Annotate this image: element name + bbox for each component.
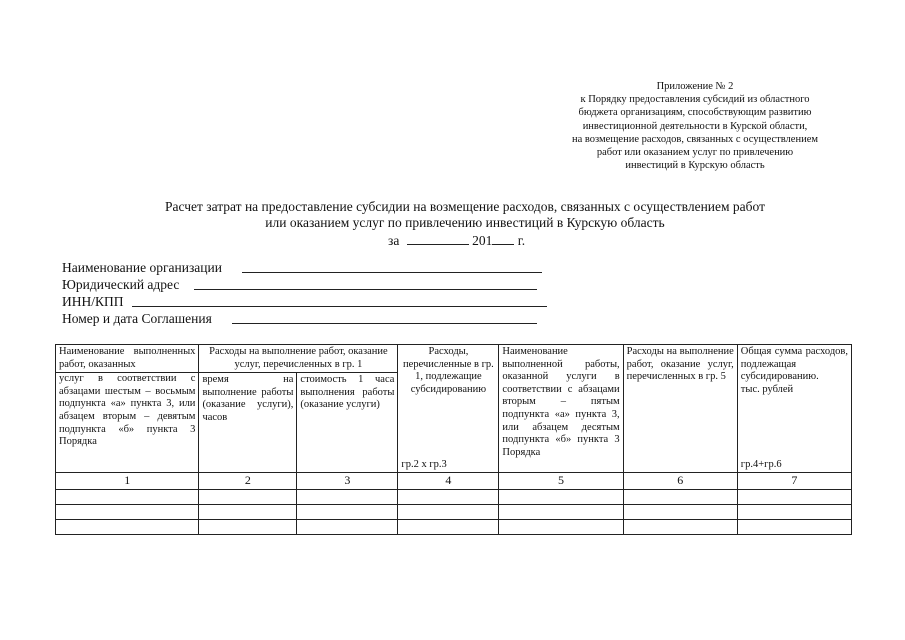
period-blank[interactable]	[407, 232, 469, 245]
table-cell[interactable]	[398, 505, 499, 520]
table-cell[interactable]	[56, 505, 199, 520]
appendix-line: на возмещение расходов, связанных с осуществлением	[571, 133, 819, 145]
title-line-1: Расчет затрат на предоставление субсидии на возмещение расходов, связанных с осуществлением работ	[164, 199, 766, 214]
col4-head	[398, 345, 499, 473]
appendix-line: работ или оказанием услуг по привлечению	[596, 147, 794, 159]
table-row	[56, 490, 852, 505]
col4-text: Расходы, перечисленные в гр. 1, подлежащие субсидированию	[403, 346, 494, 395]
table-cell[interactable]	[199, 520, 297, 535]
col6-head: Расходы на выполнение работ, оказание услуг, перечисленных в гр. 5	[623, 345, 737, 473]
field-label: ИНН/КПП	[62, 294, 124, 309]
col-number: 4	[398, 473, 499, 490]
col-number: 6	[623, 473, 737, 490]
table-cell[interactable]	[199, 490, 297, 505]
field-agreement	[62, 310, 222, 327]
field-blank[interactable]	[132, 306, 547, 307]
col1-cont: услуг в соответствии с абзацами шестым – восьмым подпункта «а» пункта 3, или абзацем вторым – девятым подпункта «б» пункта 3 Порядка	[56, 373, 199, 473]
table-cell[interactable]	[737, 490, 851, 505]
col7-formula: гр.4+гр.6	[740, 458, 782, 470]
table-cell[interactable]	[56, 490, 199, 505]
table-cell[interactable]	[499, 490, 623, 505]
period-prefix: за	[388, 233, 400, 248]
appendix-header	[520, 80, 870, 172]
col7-unit: тыс. рублей	[740, 383, 794, 395]
field-inn-kpp	[62, 293, 222, 310]
field-label: Наименование организации	[62, 260, 222, 275]
table-row	[56, 505, 852, 520]
col-number: 2	[199, 473, 297, 490]
field-blank[interactable]	[232, 323, 537, 324]
appendix-line: инвестиционной деятельности в Курской области,	[582, 120, 808, 132]
col7-head	[737, 345, 851, 473]
col2-sub: время на выполнение работы (оказание услуги), часов	[199, 373, 297, 473]
field-label: Номер и дата Соглашения	[62, 311, 212, 326]
period-year: 201	[472, 233, 493, 248]
table-cell[interactable]	[737, 520, 851, 535]
column-numbers-row	[56, 473, 852, 490]
field-organization-name	[62, 259, 222, 276]
cost-table	[55, 344, 852, 535]
col-number: 1	[56, 473, 199, 490]
field-blank[interactable]	[242, 272, 542, 273]
table-cell[interactable]	[737, 505, 851, 520]
period-suffix: г.	[517, 233, 526, 248]
table-cell[interactable]	[623, 490, 737, 505]
table-cell[interactable]	[398, 490, 499, 505]
col5-head: Наименование выполненной работы, оказанной услуги в соответствии с абзацами вторым – пятым подпункта «а» пункта 3, или абзацем десятым подпункта «б» пункта 3 Порядка	[499, 345, 623, 473]
col-number: 3	[297, 473, 398, 490]
table-cell[interactable]	[297, 520, 398, 535]
table-cell[interactable]	[297, 490, 398, 505]
field-legal-address	[62, 276, 222, 293]
col-number: 7	[737, 473, 851, 490]
table-cell[interactable]	[623, 505, 737, 520]
col3-sub: стоимость 1 часа выполнения работы (оказание услуги)	[297, 373, 398, 473]
table-cell[interactable]	[623, 520, 737, 535]
table-cell[interactable]	[499, 505, 623, 520]
col7-text: Общая сумма расходов, подлежащая субсидированию.	[740, 346, 848, 383]
field-label: Юридический адрес	[62, 277, 180, 292]
col4-formula: гр.2 х гр.3	[401, 458, 447, 470]
table-cell[interactable]	[199, 505, 297, 520]
appendix-line: инвестиций в Курскую область	[625, 160, 765, 172]
col-number: 5	[499, 473, 623, 490]
table-row	[56, 520, 852, 535]
table-header-row	[56, 345, 852, 373]
appendix-line: Приложение № 2	[656, 81, 734, 92]
organization-fields	[62, 259, 222, 327]
year-blank[interactable]	[492, 232, 514, 245]
col23-head: Расходы на выполнение работ, оказание услуг, перечисленных в гр. 1	[199, 345, 398, 373]
field-blank[interactable]	[194, 289, 537, 290]
table-cell[interactable]	[56, 520, 199, 535]
table-cell[interactable]	[398, 520, 499, 535]
title-line-2: или оказанием услуг по привлечению инвестиций в Курскую область	[265, 215, 665, 230]
table-cell[interactable]	[499, 520, 623, 535]
appendix-line: к Порядку предоставления субсидий из областного	[580, 94, 810, 106]
document-title	[60, 199, 870, 231]
appendix-line: бюджета организациям, способствующим развитию	[578, 107, 812, 119]
col1-head: Наименование выполненных работ, оказанных	[56, 345, 199, 373]
table-cell[interactable]	[297, 505, 398, 520]
period-line	[388, 232, 525, 249]
